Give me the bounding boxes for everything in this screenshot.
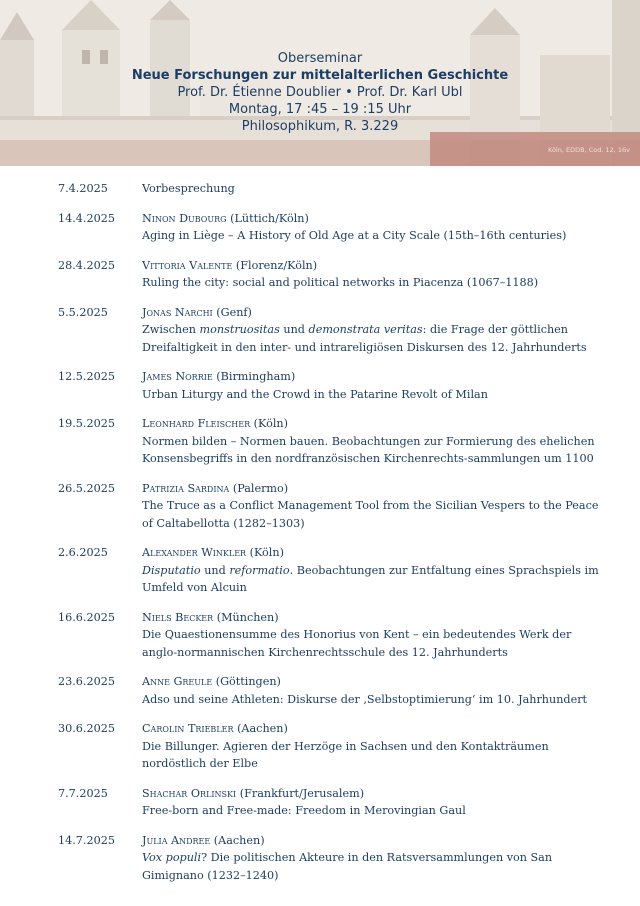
entry-speaker: Alexander Winkler (142, 546, 247, 559)
schedule-entry (0, 673, 640, 708)
entry-speaker: Julia Andree (142, 833, 211, 847)
schedule-entry (0, 304, 640, 357)
header-text-block (0, 50, 640, 135)
entry-title: Die Billunger. Agieren der Herzöge in Sachsen und den Kontakträumen nordöstlich der Elbe (142, 739, 549, 770)
professors-line: Prof. Dr. Étienne Doublier • Prof. Dr. Karl Ubl (177, 85, 463, 100)
entry-speaker: James Norrie (142, 370, 213, 383)
entry-affiliation: (Genf) (216, 305, 252, 319)
schedule-entry (0, 832, 640, 885)
entry-date: 14.7.2025 (58, 833, 115, 847)
schedule-entry (0, 720, 640, 773)
schedule-entry (0, 609, 640, 662)
entry-affiliation: (Göttingen) (215, 675, 281, 688)
schedule-entry (0, 785, 640, 820)
entry-title: Zwischen monstruositas und demonstrata veritas: die Frage der göttlichen Dreifaltigkeit in den inter- und intrareligiösen Diskursen des 12. Jahrhunderts (142, 323, 587, 354)
entry-affiliation: (Palermo) (232, 481, 289, 495)
entry-title: The Truce as a Conflict Management Tool from the Sicilian Vespers to the Peace of Caltabellotta (1282–1303) (142, 499, 599, 530)
entry-speaker: Anne Greule (142, 675, 213, 688)
room-line: Philosophikum, R. 3.229 (241, 119, 399, 134)
entry-speaker: Patrizia Sardina (142, 481, 230, 495)
entry-title: Adso und seine Athleten: Diskurse der ‚Selbstoptimierung‘ im 10. Jahrhundert (142, 692, 588, 706)
entry-affiliation: (Florenz/Köln) (235, 258, 318, 272)
entry-title: Normen bilden – Normen bauen. Beobachtungen zur Formierung des ehelichen Konsensbegriffs in den nordfranzösischen Kirchenrechts-sammlungen um 1100 (142, 434, 595, 465)
entry-affiliation: (Köln) (249, 546, 284, 559)
entry-affiliation: (München) (216, 610, 279, 624)
entry-speaker: Jonas Narchi (142, 305, 213, 319)
entry-speaker: Shachar Orlinski (142, 786, 237, 800)
entry-speaker: Carolin Triebler (142, 722, 234, 735)
entry-affiliation: (Lüttich/Köln) (230, 211, 309, 225)
schedule-entry (0, 210, 640, 245)
entry-date: 5.5.2025 (58, 305, 108, 319)
entry-date: 19.5.2025 (58, 417, 115, 430)
entry-title: Aging in Liège – A History of Old Age at a City Scale (15th–16th centuries) (142, 229, 567, 242)
seminar-title: Neue Forschungen zur mittelalterlichen Geschichte (131, 68, 509, 83)
schedule-entry (0, 368, 640, 403)
entry-date: 23.6.2025 (58, 675, 115, 688)
entry-affiliation: (Birmingham) (216, 370, 296, 383)
entry-affiliation: (Aachen) (237, 722, 288, 735)
entry-date: 7.7.2025 (58, 786, 108, 800)
entry-speaker: Ninon Dubourg (142, 211, 227, 225)
entry-title: Vox populi? Die politischen Akteure in den Ratsversammlungen von San Gimignano (1232–1240) (142, 851, 553, 882)
entry-title: Die Quaestionensumme des Honorius von Kent – ein bedeutendes Werk der anglo-normannischen Kirchenrechtsschule des 12. Jahrhunderts (142, 628, 572, 659)
header-banner (0, 0, 640, 166)
schedule-entry (0, 415, 640, 468)
entry-speaker: Leonhard Fleischer (142, 417, 251, 430)
entry-speaker: Niels Becker (142, 610, 214, 624)
entry-affiliation: (Köln) (253, 417, 288, 430)
image-caption: Köln, EDDB, Cod. 12, 16v (548, 146, 630, 154)
schedule-entry (0, 480, 640, 533)
schedule-list (0, 166, 640, 884)
time-line: Montag, 17 :45 – 19 :15 Uhr (228, 102, 412, 117)
entry-speaker: Vittoria Valente (142, 258, 233, 272)
entry-affiliation: (Aachen) (213, 833, 265, 847)
entry-date: 2.6.2025 (58, 546, 108, 559)
entry-date: 7.4.2025 (58, 182, 108, 195)
entry-title: Ruling the city: social and political networks in Piacenza (1067–1188) (142, 276, 539, 289)
entry-date: 30.6.2025 (58, 722, 115, 735)
entry-date: 12.5.2025 (58, 370, 115, 383)
seminar-label: Oberseminar (277, 51, 363, 66)
entry-affiliation: (Frankfurt/Jerusalem) (239, 786, 365, 800)
entry-title: Vorbesprechung (142, 182, 235, 195)
entry-title: Disputatio und reformatio. Beobachtungen zur Entfaltung eines Sprachspiels im Umfeld von Alcuin (142, 563, 599, 594)
entry-date: 14.4.2025 (58, 211, 115, 225)
entry-date: 26.5.2025 (58, 481, 115, 495)
entry-date: 28.4.2025 (58, 258, 115, 272)
schedule-entry (0, 544, 640, 597)
entry-title: Urban Liturgy and the Crowd in the Patarine Revolt of Milan (142, 387, 488, 401)
schedule-entry (0, 257, 640, 292)
entry-title: Free-born and Free-made: Freedom in Merovingian Gaul (142, 804, 466, 817)
schedule-entry (0, 180, 640, 198)
entry-date: 16.6.2025 (58, 610, 115, 624)
